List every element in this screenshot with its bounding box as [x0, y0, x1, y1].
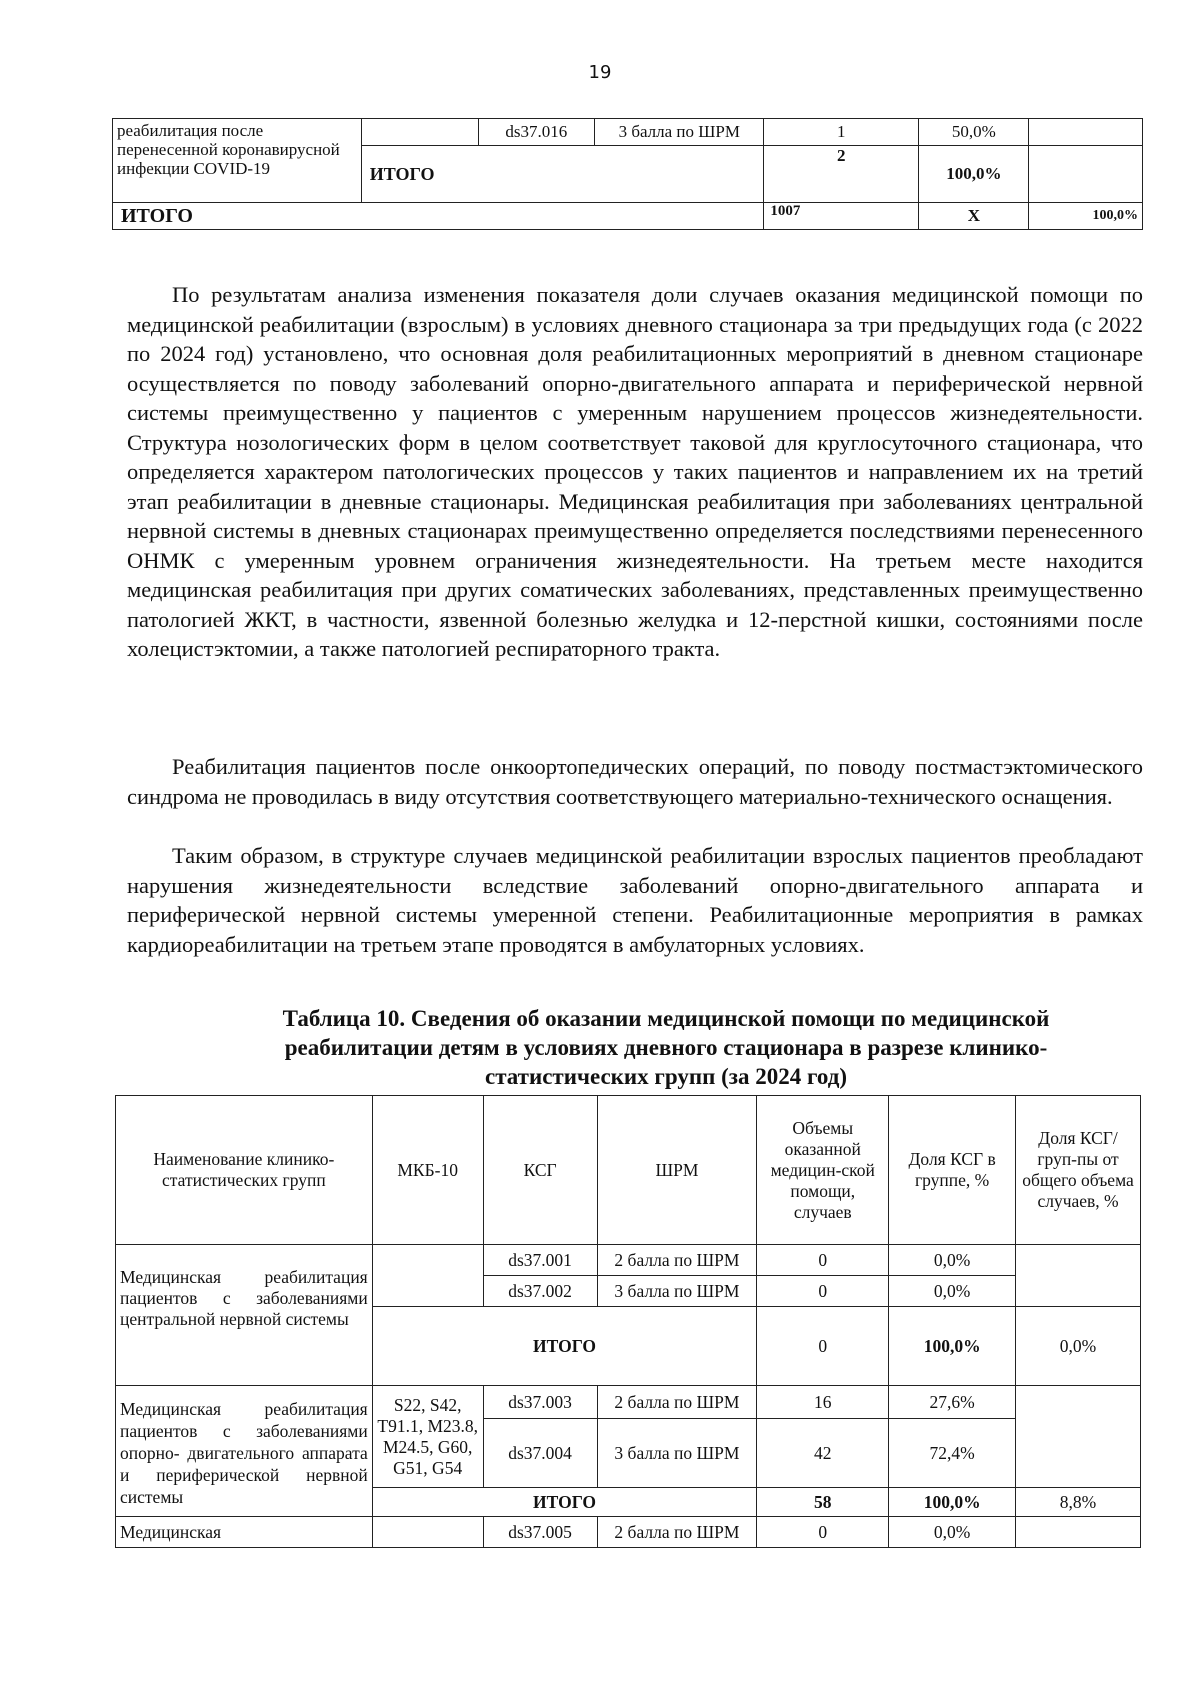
cases-cell: 0	[757, 1517, 889, 1548]
total-share: X	[919, 203, 1029, 230]
group2-name: Медицинская реабилитация пациентов с заболеваниями опорно- двигательного аппарата и периферической нервной системы	[116, 1386, 373, 1517]
shrm-cell: 3 балла по ШРМ	[597, 1276, 757, 1307]
page-number: 19	[588, 62, 612, 83]
ksg-cell: ds37.004	[483, 1419, 597, 1488]
header-group: Наименование клинико-статистических групп	[116, 1096, 373, 1245]
cases-cell: 0	[757, 1276, 889, 1307]
table-header-row	[116, 1096, 1141, 1245]
cases-cell: 0	[757, 1245, 889, 1276]
header-volume: Объемы оказанной медицин-ской помощи, случаев	[757, 1096, 889, 1245]
shrm-cell: 3 балла по ШРМ	[597, 1419, 757, 1488]
header-mkb: МКБ-10	[372, 1096, 483, 1245]
subtotal-cases: 2	[764, 146, 919, 203]
table-10	[115, 1095, 1141, 1548]
table-row	[116, 1245, 1141, 1276]
share-cell: 27,6%	[889, 1386, 1016, 1419]
table-row	[116, 1386, 1141, 1419]
group2-total-label: ИТОГО	[372, 1488, 757, 1517]
paragraph-3: Таким образом, в структуре случаев медицинской реабилитации взрослых пациентов преобладают нарушения жизнедеятельности вследствие заболеваний опорно-двигательного аппарата и периферической нервной системы умеренной степени. Реабилитационные мероприятия в рамках кардиореабилитации на третьем этапе проводятся в амбулаторных условиях.	[127, 843, 1143, 957]
paragraph-2: Реабилитация пациентов после онкоортопедических операций, по поводу постмастэктомического синдрома не проводилась в виду отсутствия соответствующего материально-технического оснащения.	[127, 754, 1143, 809]
header-group-share: Доля КСГ/груп-пы от общего объема случаев, %	[1016, 1096, 1141, 1245]
group2-total-group-share: 8,8%	[1016, 1488, 1141, 1517]
group2-total-cases: 58	[757, 1488, 889, 1517]
header-shrm: ШРМ	[597, 1096, 757, 1245]
table-row	[113, 203, 1143, 230]
shrm-cell: 2 балла по ШРМ	[597, 1517, 757, 1548]
group1-name: Медицинская реабилитация пациентов с заболеваниями центральной нервной системы	[116, 1245, 373, 1386]
header-ksg: КСГ	[483, 1096, 597, 1245]
header-share: Доля КСГ в группе, %	[889, 1096, 1016, 1245]
share-cell: 0,0%	[889, 1517, 1016, 1548]
group1-total-share: 100,0%	[889, 1307, 1016, 1386]
table-row	[113, 119, 1143, 146]
group1-total-label: ИТОГО	[372, 1307, 757, 1386]
table-top-continuation	[112, 118, 1143, 230]
share-cell: 0,0%	[889, 1276, 1016, 1307]
ksg-cell: ds37.005	[483, 1517, 597, 1548]
ksg-cell: ds37.016	[478, 119, 595, 146]
total-cases: 1007	[764, 203, 919, 230]
share-cell: 0,0%	[889, 1245, 1016, 1276]
shrm-cell: 2 балла по ШРМ	[597, 1386, 757, 1419]
group2-total-share: 100,0%	[889, 1488, 1016, 1517]
shrm-cell: 3 балла по ШРМ	[595, 119, 764, 146]
share-cell: 72,4%	[889, 1419, 1016, 1488]
share-cell: 50,0%	[919, 119, 1029, 146]
shrm-cell: 2 балла по ШРМ	[597, 1245, 757, 1276]
paragraph-1: По результатам анализа изменения показателя доли случаев оказания медицинской помощи по медицинской реабилитации (взрослым) в условиях дневного стационара за три предыдущих года (с 2022 по 2024 год) установлено, что основная доля реабилитационных мероприятий в дневном стационаре осуществляется по поводу заболеваний опорно-двигательного аппарата и периферической нервной системы преимущественно у пациентов с умеренным нарушением процессов жизнедеятельности. Структура нозологических форм в целом соответствует таковой для круглосуточного стационара, что определяется характером патологических процессов у таких пациентов и направлением их на третий этап реабилитации в дневные стационары. Медицинская реабилитация при заболеваниях центральной нервной системы в дневных стационарах преимущественно определяется последствиями перенесенного ОНМК с умеренным уровнем ограничения жизнедеятельности. На третьем месте находится медицинская реабилитация при других соматических заболеваниях, представленных преимущественно патологией ЖКТ, в частности, язвенной болезнью желудка и 12-перстной кишки, состояниями после холецистэктомии, а также патологией респираторного тракта.	[127, 282, 1143, 661]
ksg-cell: ds37.003	[483, 1386, 597, 1419]
total-group-share: 100,0%	[1029, 203, 1143, 230]
group3-name: Медицинская	[116, 1517, 373, 1548]
ksg-cell: ds37.001	[483, 1245, 597, 1276]
ksg-cell: ds37.002	[483, 1276, 597, 1307]
group1-total-group-share: 0,0%	[1016, 1307, 1141, 1386]
subtotal-share: 100,0%	[919, 146, 1029, 203]
total-label: ИТОГО	[113, 203, 764, 230]
group1-total-cases: 0	[757, 1307, 889, 1386]
group2-mkb: S22, S42, T91.1, M23.8, M24.5, G60, G51, G54	[372, 1386, 483, 1488]
subtotal-label: ИТОГО	[361, 146, 764, 203]
cases-cell: 42	[757, 1419, 889, 1488]
cases-cell: 1	[764, 119, 919, 146]
table-10-caption: Таблица 10. Сведения об оказании медицинской помощи по медицинской реабилитации детям в условиях дневного стационара в разрезе клинико-статистических групп (за 2024 год)	[282, 1006, 1050, 1089]
group-name-cell: реабилитация после перенесенной коронавирусной инфекции COVID-19	[113, 119, 362, 203]
cases-cell: 16	[757, 1386, 889, 1419]
table-row	[116, 1517, 1141, 1548]
